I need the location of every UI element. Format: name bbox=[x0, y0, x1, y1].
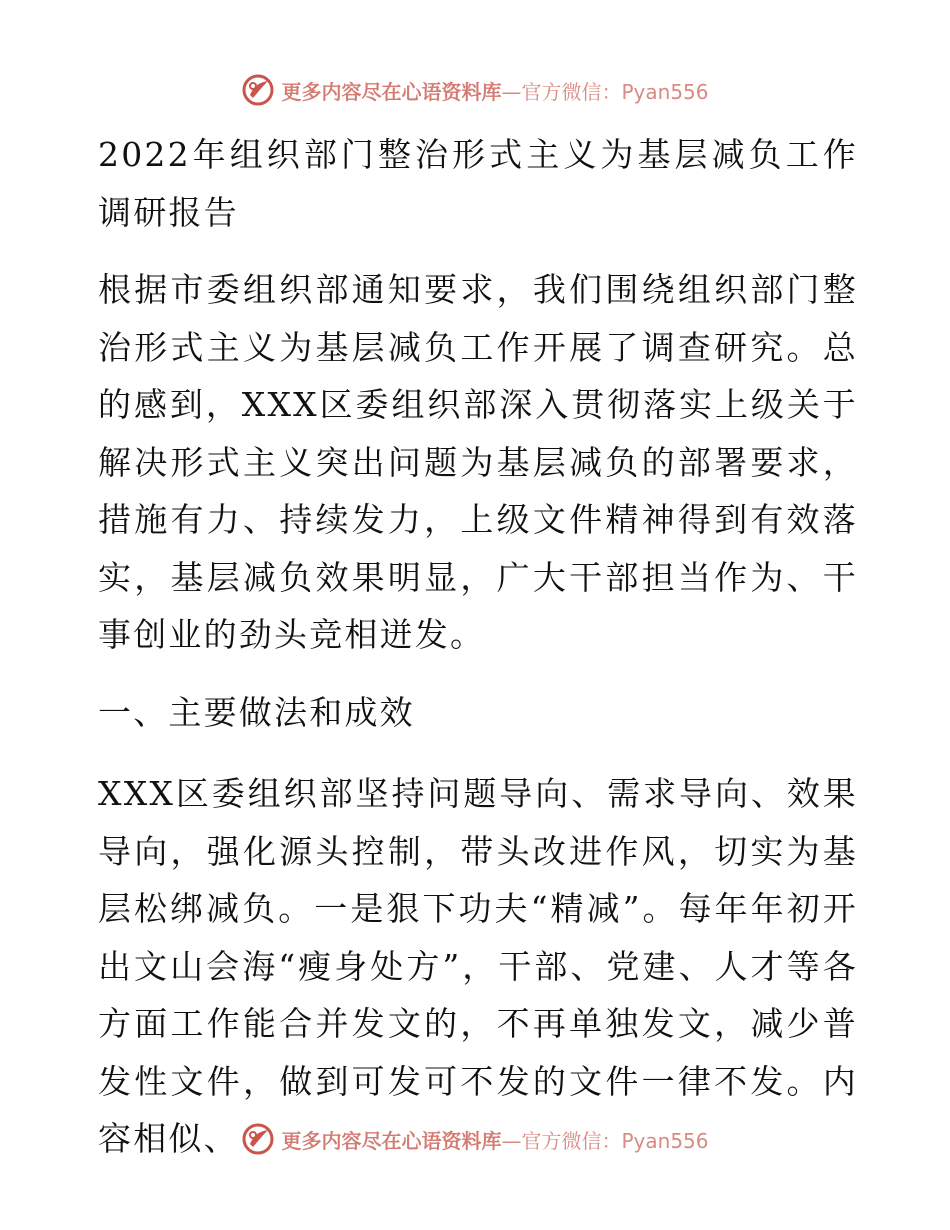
watermark-header bbox=[0, 70, 950, 110]
document-body bbox=[98, 126, 858, 1168]
watermark-footer bbox=[0, 1119, 950, 1159]
watermark-handle: Pyan556 bbox=[621, 79, 709, 104]
brand-logo-icon bbox=[241, 73, 275, 107]
watermark-brand: 更多内容尽在心语资料库 bbox=[281, 1128, 502, 1153]
brand-logo-icon bbox=[241, 1122, 275, 1156]
watermark-handle: Pyan556 bbox=[621, 1128, 709, 1153]
watermark-official: 官方微信： bbox=[521, 1128, 622, 1153]
document-title: 2022年组织部门整治形式主义为基层减负工作调研报告 bbox=[98, 135, 858, 232]
watermark-separator: — bbox=[501, 79, 522, 104]
watermark-brand: 更多内容尽在心语资料库 bbox=[281, 79, 502, 104]
watermark-separator: — bbox=[501, 1128, 522, 1153]
section-heading: 一、主要做法和成效 bbox=[98, 692, 415, 732]
intro-paragraph: 根据市委组织部通知要求，我们围绕组织部门整治形式主义为基层减负工作开展了调查研究。总的感到，XXX区委组织部深入贯彻落实上级关于解决形式主义突出问题为基层减负的部署要求，措施有力、持续发力，上级文件精神得到有效落实，基层减负效果明显，广大干部担当作为、干事创业的劲头竞相迸发。 bbox=[98, 270, 858, 654]
watermark-official: 官方微信： bbox=[521, 79, 622, 104]
section-paragraph: XXX区委组织部坚持问题导向、需求导向、效果导向，强化源头控制，带头改进作风，切实为基层松绑减负。一是狠下功夫“精减”。每年年初开出文山会海“瘦身处方”，干部、党建、人才等各方面工作能合并发文的，不再单独发文，减少普发性文件，做到可发可不发的文件一律不发。内容相似、 bbox=[98, 774, 858, 1158]
